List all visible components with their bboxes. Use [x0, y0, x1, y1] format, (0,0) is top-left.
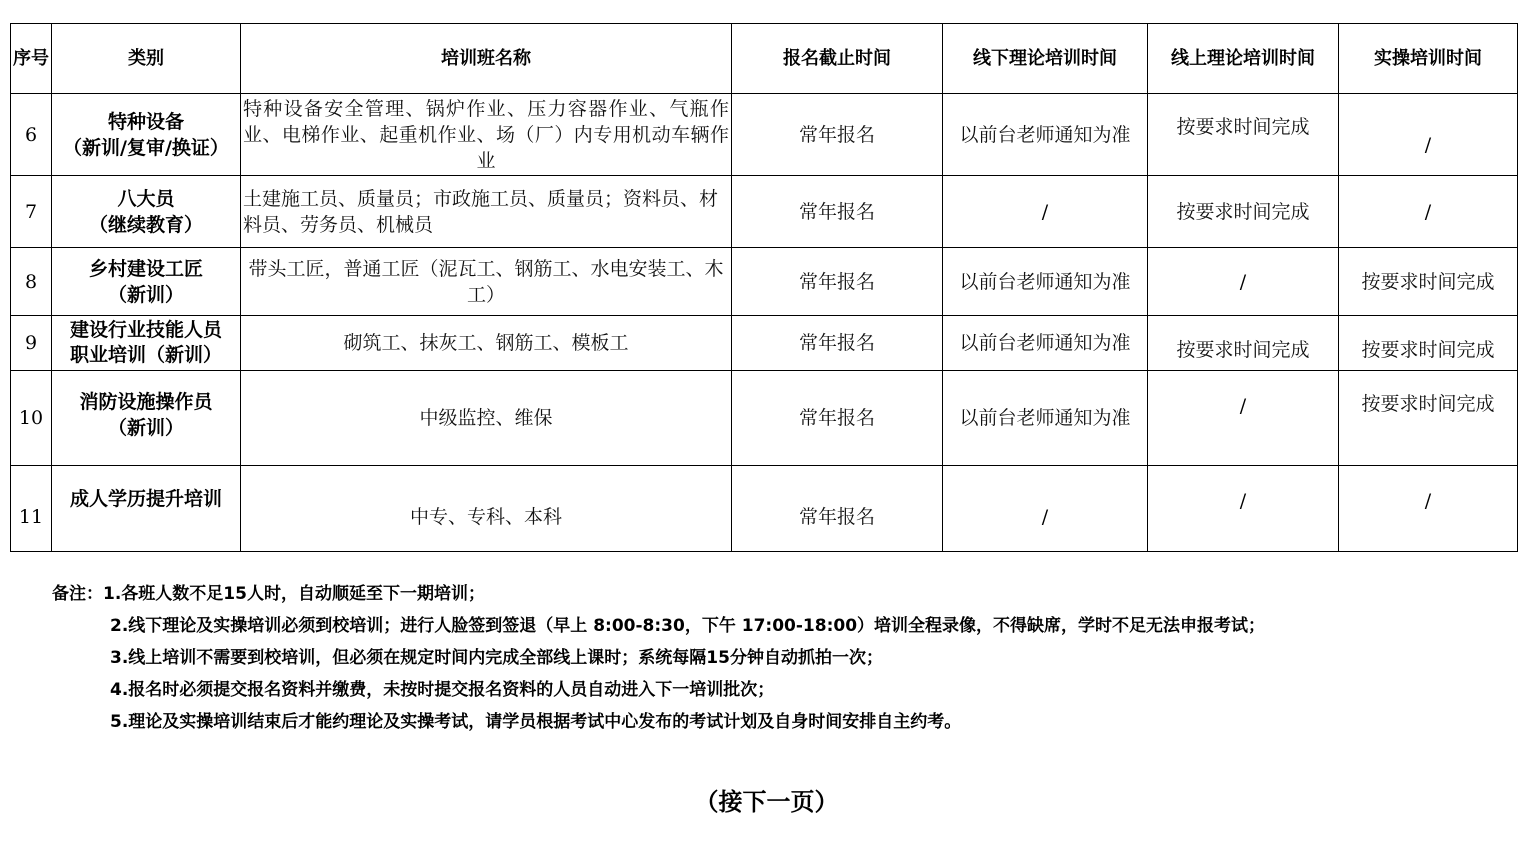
row-category: [52, 94, 241, 176]
note-line-3: 3.线上培训不需要到校培训，但必须在规定时间内完成全部线上课时；系统每隔15分钟自动抓拍一次；: [110, 648, 883, 668]
row-practice: /: [1339, 94, 1518, 176]
row-category: [52, 466, 241, 552]
row-category: [52, 316, 241, 371]
row-practice: /: [1339, 176, 1518, 248]
header-class-name: 培训班名称: [241, 24, 732, 94]
continued-next-page: （接下一页）: [694, 788, 839, 816]
table-row: [11, 94, 1518, 176]
row-offline: 以前台老师通知为准: [943, 248, 1148, 316]
table-row: [11, 466, 1518, 552]
row-practice: 按要求时间完成: [1339, 248, 1518, 316]
category-line-1: 特种设备: [107, 110, 184, 133]
table-row: [11, 316, 1518, 371]
table-row: [11, 371, 1518, 466]
header-online: 线上理论培训时间: [1148, 24, 1339, 94]
table-header-row: [11, 24, 1518, 94]
row-offline: 以前台老师通知为准: [943, 371, 1148, 466]
category-line-1: 乡村建设工匠: [88, 257, 203, 280]
category-line-2: 职业培训（新训）: [69, 344, 222, 366]
row-seq: 11: [11, 466, 52, 552]
row-online: 按要求时间完成: [1148, 94, 1339, 176]
row-class-name: 土建施工员、质量员；市政施工员、质量员；资料员、材料员、劳务员、机械员: [241, 176, 732, 248]
row-deadline: 常年报名: [732, 316, 943, 371]
row-deadline: 常年报名: [732, 176, 943, 248]
note-line-2: 2.线下理论及实操培训必须到校培训；进行人脸签到签退（早上 8:00-8:30，下午 17:00-18:00）培训全程录像，不得缺席，学时不足无法申报考试；: [110, 616, 1266, 636]
row-seq: 6: [11, 94, 52, 176]
row-category: [52, 176, 241, 248]
row-offline: 以前台老师通知为准: [943, 94, 1148, 176]
row-online: /: [1148, 371, 1339, 466]
row-online: 按要求时间完成: [1148, 176, 1339, 248]
row-online: 按要求时间完成: [1148, 316, 1339, 371]
row-class-name: 中级监控、维保: [241, 371, 732, 466]
row-online: /: [1148, 248, 1339, 316]
category-line-2: （继续教育）: [88, 213, 203, 236]
note-line-1: 备注：1.各班人数不足15人时，自动顺延至下一期培训；: [52, 584, 485, 604]
header-practice: 实操培训时间: [1339, 24, 1518, 94]
row-seq: 10: [11, 371, 52, 466]
category-line-2: （新训/复审/换证）: [63, 136, 229, 159]
row-seq: 8: [11, 248, 52, 316]
training-schedule-table: [10, 23, 1518, 552]
row-practice: 按要求时间完成: [1339, 316, 1518, 371]
category-line-2: （新训）: [107, 417, 184, 439]
row-seq: 7: [11, 176, 52, 248]
row-online: /: [1148, 466, 1339, 552]
row-offline: 以前台老师通知为准: [943, 316, 1148, 371]
row-deadline: 常年报名: [732, 94, 943, 176]
header-offline: 线下理论培训时间: [943, 24, 1148, 94]
row-offline: /: [943, 466, 1148, 552]
row-class-name: 中专、专科、本科: [241, 466, 732, 552]
row-deadline: 常年报名: [732, 371, 943, 466]
row-class-name: 特种设备安全管理、锅炉作业、压力容器作业、气瓶作业、电梯作业、起重机作业、场（厂）内专用机动车辆作业: [241, 94, 732, 176]
row-practice: 按要求时间完成: [1339, 371, 1518, 466]
category-line-1: 八大员: [117, 187, 175, 210]
row-practice: /: [1339, 466, 1518, 552]
table-row: [11, 248, 1518, 316]
category-line-1: 建设行业技能人员: [69, 319, 222, 341]
header-deadline: 报名截止时间: [732, 24, 943, 94]
notes-section: [52, 578, 1512, 738]
row-category: [52, 371, 241, 466]
note-line-4: 4.报名时必须提交报名资料并缴费，未按时提交报名资料的人员自动进入下一培训批次；: [110, 680, 775, 700]
row-class-name: 砌筑工、抹灰工、钢筋工、模板工: [241, 316, 732, 371]
header-seq: 序号: [11, 24, 52, 94]
category-line-1: 消防设施操作员: [79, 391, 213, 413]
row-deadline: 常年报名: [732, 248, 943, 316]
category-line-1: 成人学历提升培训: [69, 488, 222, 510]
row-deadline: 常年报名: [732, 466, 943, 552]
row-class-name: 带头工匠，普通工匠（泥瓦工、钢筋工、水电安装工、木工）: [241, 248, 732, 316]
row-category: [52, 248, 241, 316]
note-line-5: 5.理论及实操培训结束后才能约理论及实操考试，请学员根据考试中心发布的考试计划及自身时间安排自主约考。: [110, 712, 962, 732]
header-category: 类别: [52, 24, 241, 94]
table-row: [11, 176, 1518, 248]
row-seq: 9: [11, 316, 52, 371]
row-offline: /: [943, 176, 1148, 248]
category-line-2: （新训）: [107, 283, 184, 306]
